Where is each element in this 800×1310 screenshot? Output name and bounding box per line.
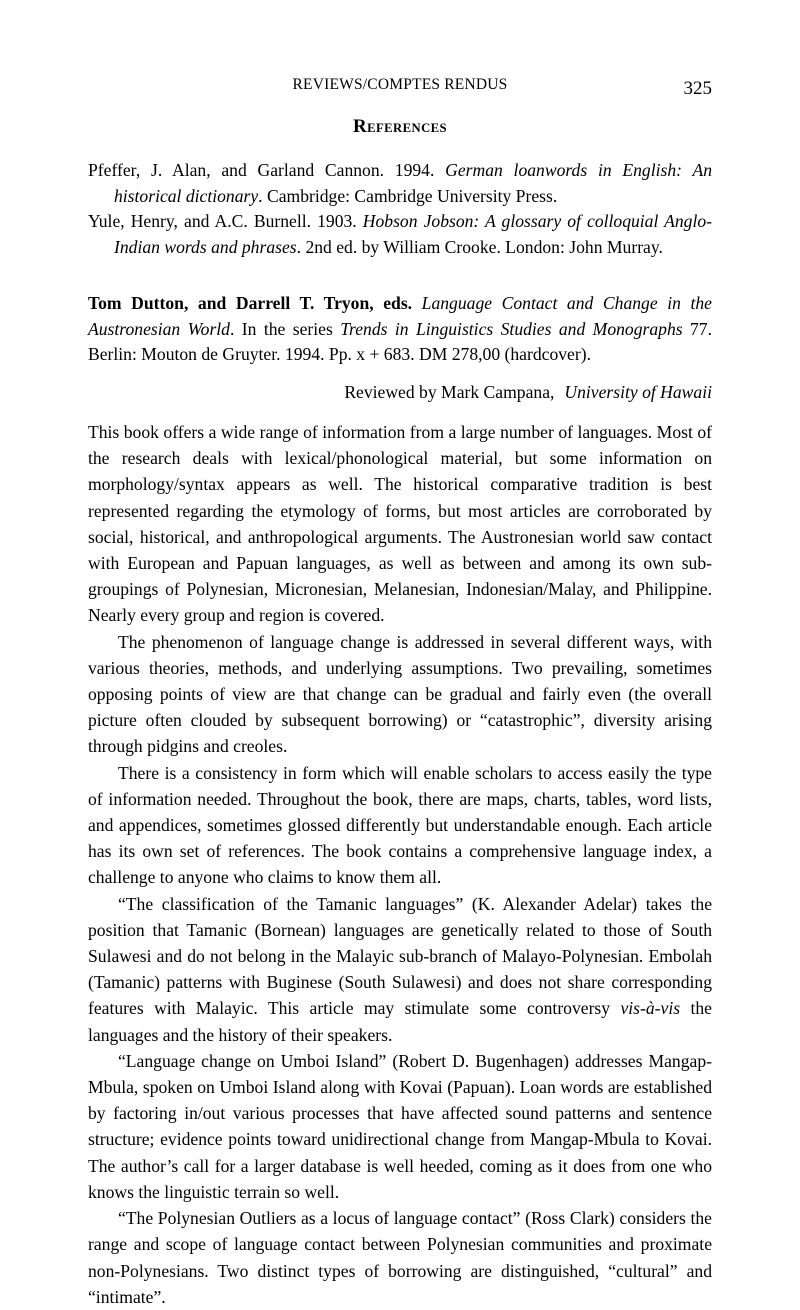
reviewer-name: Reviewed by Mark Campana, <box>344 382 555 402</box>
book-citation: Tom Dutton, and Darrell T. Tryon, eds. Language Contact and Change in the Austronesian World. In the series Trends in Linguistics Studies and Monographs 77. Berlin: Mouton de Gruyter. 1994. Pp. x + 683. DM 278,00 (hardcover). <box>88 293 712 364</box>
body-paragraph: “The classification of the Tamanic languages” (K. Alexander Adelar) takes the position that Tamanic (Bornean) languages are genetically related to those of South Sulawesi and do not belong in the Malayic sub-branch of Malayo-Polynesian. Embolah (Tamanic) patterns with Buginese (South Sulawesi) and does not share corresponding features with Malayic. This article may stimulate some controversy vis-à-vis the languages and the history of their speakers. <box>88 893 712 1045</box>
body-paragraph: There is a consistency in form which will enable scholars to access easily the type of information needed. Throughout the book, there are maps, charts, tables, word lists, and appendices, sometimes glossed differently but understandable enough. Each article has its own set of references. The book contains a comprehensive language index, a challenge to anyone who claims to know them all. <box>88 762 712 888</box>
reference-list <box>88 158 712 260</box>
review-body <box>88 419 712 1310</box>
page-number: 325 <box>683 78 712 99</box>
references-heading-initial: R <box>353 116 368 137</box>
body-paragraph: The phenomenon of language change is addressed in several different ways, with various theories, methods, and underlying assumptions. Two prevailing, sometimes opposing points of view are that change can be gradual and fairly even (the overall picture often clouded by subsequent borrowing) or “catastrophic”, diversity arising through pidgins and creoles. <box>88 631 712 757</box>
reference-entry: Pfeffer, J. Alan, and Garland Cannon. 1994. German loanwords in English: An historical dictionary. Cambridge: Cambridge University Press. <box>88 160 712 206</box>
running-head-title: REVIEWS/COMPTES RENDUS <box>292 76 508 93</box>
references-heading-rest: EFERENCES <box>367 121 447 135</box>
reviewer-affiliation: University of Hawaii <box>564 382 712 402</box>
reference-entry: Yule, Henry, and A.C. Burnell. 1903. Hobson Jobson: A glossary of colloquial Anglo-Indian words and phrases. 2nd ed. by William Crooke. London: John Murray. <box>88 211 713 257</box>
body-paragraph: This book offers a wide range of information from a large number of languages. Most of the research deals with lexical/phonological material, but some information on morphology/syntax appears as well. The historical comparative tradition is best represented regarding the etymology of forms, but most articles are corroborated by social, historical, and anthropological arguments. The Austronesian world saw contact with European and Papuan languages, as well as between and among its own sub-groupings of Polynesian, Micronesian, Melanesian, Indonesian/Malay, and Philippine. Nearly every group and region is covered. <box>88 422 712 626</box>
body-paragraph: “The Polynesian Outliers as a locus of language contact” (Ross Clark) considers the range and scope of language contact between Polynesian communities and proximate non-Polynesians. Two distinct types of borrowing are distinguished, “cultural” and “intimate”. <box>88 1208 712 1307</box>
running-head <box>88 76 712 100</box>
body-paragraph: “Language change on Umboi Island” (Robert D. Bugenhagen) addresses Mangap-Mbula, spoken on Umboi Island along with Kovai (Papuan). Loan words are established by factoring in/out various processes that have affected sound patterns and sentence structure; evidence points toward unidirectional change from Mangap-Mbula to Kovai. The author’s call for a larger database is well heeded, coming as it does from one who knows the linguistic terrain so well. <box>88 1050 712 1202</box>
references-heading <box>88 116 712 138</box>
reviewer-line <box>88 380 712 406</box>
